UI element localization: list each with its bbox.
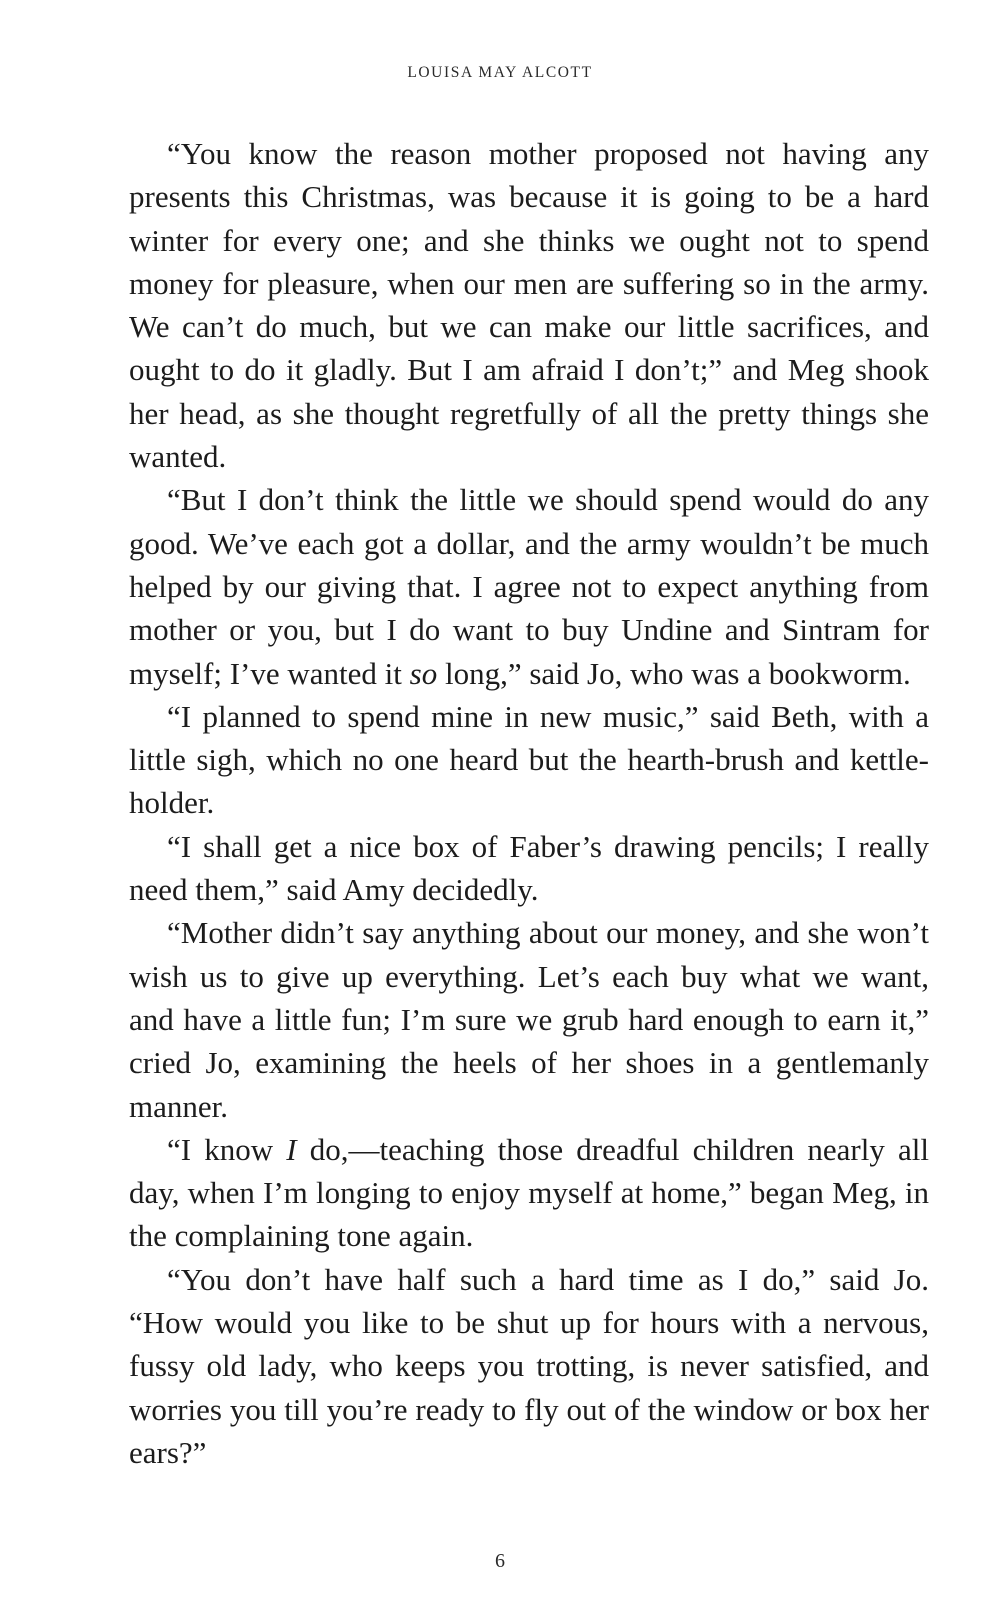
- paragraph: [129, 1128, 929, 1258]
- body-text: [129, 132, 929, 1474]
- emphasis-text: so: [409, 655, 438, 691]
- paragraph-text: “You don’t have half such a hard time as I do,” said Jo. “How would you like to be shut up for hours with a nervous, fussy old lady, who keeps you trotting, is never satisfied, and worries you till you’re ready to fly out of the window or box her ears?”: [129, 1261, 929, 1470]
- paragraph-text: “I know: [167, 1131, 287, 1167]
- paragraph-text: long,” said Jo, who was a bookworm.: [437, 655, 911, 691]
- paragraph-text: “I shall get a nice box of Faber’s drawing pencils; I really need them,” said Amy decidedly.: [129, 828, 929, 908]
- paragraph-text: “I planned to spend mine in new music,” said Beth, with a little sigh, which no one heard but the hearth-brush and kettle-holder.: [129, 698, 929, 821]
- paragraph: [129, 911, 929, 1127]
- running-head: LOUISA MAY ALCOTT: [407, 64, 593, 81]
- paragraph-text: do,—teaching those dreadful children nearly all day, when I’m longing to enjoy myself at home,” began Meg, in the complaining tone again.: [129, 1131, 929, 1254]
- paragraph: [129, 825, 929, 912]
- paragraph-text: “But I don’t think the little we should spend would do any good. We’ve each got a dollar, and the army wouldn’t be much helped by our giving that. I agree not to expect anything from mother or you, but I do want to buy Undine and Sintram for myself; I’ve wanted it: [129, 482, 929, 691]
- paragraph: [129, 478, 929, 694]
- paragraph-text: “You know the reason mother proposed not having any presents this Christmas, was because it is going to be a hard winter for every one; and she thinks we ought not to spend money for pleasure, when our men are suffering so in the army. We can’t do much, but we can make our little sacrifices, and ought to do it gladly. But I am afraid I don’t;” and Meg shook her head, as she thought regretfully of all the pretty things she wanted.: [129, 136, 929, 475]
- emphasis-text: I: [286, 1131, 297, 1167]
- paragraph-text: “Mother didn’t say anything about our money, and she won’t wish us to give up everything. Let’s each buy what we want, and have a little fun; I’m sure we grub hard enough to earn it,” cried Jo, examining the heels of her shoes in a gentlemanly manner.: [129, 915, 929, 1124]
- page-number: 6: [495, 1550, 505, 1572]
- paragraph: [129, 1258, 929, 1474]
- paragraph: [129, 132, 929, 478]
- paragraph: [129, 695, 929, 825]
